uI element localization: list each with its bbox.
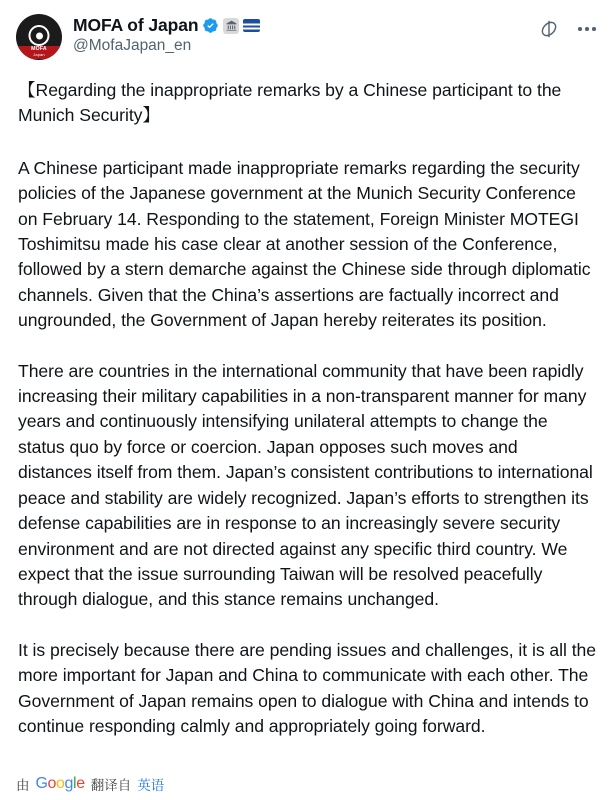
translate-by-label: 由 bbox=[16, 778, 30, 793]
japan-flag-icon bbox=[243, 19, 260, 32]
tweet-paragraph-1: A Chinese participant made inappropriate remarks regarding the security policies of the Japanese government at the Munich Security Conference on February 14. Responding to the statement, Foreign Minister MOTEGI Toshimitsu made his case clear at another session of the Conference, followed by a stern demarche against the Chinese side through diplomatic channels. Given that the China’s assertions are factually incorrect and ungrounded, the Government of Japan hereby reiterates its position. bbox=[18, 157, 591, 331]
avatar-nameplate-line1: MOFA bbox=[31, 46, 47, 52]
more-options-icon[interactable] bbox=[576, 18, 598, 40]
avatar-nameplate-line2: Japan bbox=[33, 52, 45, 57]
google-translate-attribution[interactable] bbox=[16, 772, 164, 794]
more-dots bbox=[578, 27, 596, 31]
google-letter-g: G bbox=[35, 775, 48, 792]
google-letter-o1: o bbox=[47, 775, 57, 792]
google-letter-e: e bbox=[76, 775, 85, 792]
flag-stripes bbox=[243, 19, 260, 32]
account-handle[interactable]: @MofaJapan_en bbox=[73, 37, 192, 54]
google-letter-o2: o bbox=[56, 775, 65, 792]
grok-icon[interactable] bbox=[538, 18, 560, 40]
header-actions bbox=[538, 14, 598, 40]
avatar-image bbox=[16, 14, 62, 60]
google-logo-text bbox=[36, 775, 85, 793]
translate-source-language[interactable]: 英语 bbox=[137, 778, 165, 793]
chrysanthemum-emblem-icon bbox=[29, 25, 50, 46]
account-display-name[interactable]: MOFA of Japan bbox=[73, 15, 199, 35]
avatar[interactable] bbox=[16, 14, 62, 60]
tweet-paragraph-3: It is precisely because there are pending issues and challenges, it is all the more important for Japan and China to communicate with each other. The Government of Japan remains open to dialogue with China and intends to continue responding calmly and appropriately going forward. bbox=[18, 639, 597, 736]
google-letter-l: l bbox=[73, 775, 77, 792]
tweet-text bbox=[16, 60, 598, 739]
avatar-nameplate bbox=[16, 46, 62, 59]
display-name-row bbox=[73, 15, 527, 36]
dot bbox=[578, 27, 582, 31]
tweet-paragraph-2: There are countries in the international community that have been rapidly increasing their military capabilities in a non-transparent manner for many years and continuously intensifying unilateral attempts to change the status quo by force or coercion. Japan opposes such moves and distances itself from them. Japan’s consistent contributions to international peace and stability are widely recognized. Japan’s efforts to strengthen its defense capabilities are in response to an increasingly severe security environment and are not directed against any specific third country. We expect that the issue surrounding Taiwan will be resolved peacefully through dialogue, and this stance remains unchanged. bbox=[18, 360, 593, 610]
tweet-header bbox=[16, 14, 598, 60]
government-account-icon bbox=[223, 18, 239, 34]
tweet-title: 【Regarding the inappropriate remarks by a Chinese participant to the Munich Security】 bbox=[18, 80, 562, 126]
dot bbox=[592, 27, 596, 31]
google-letter-g2: g bbox=[64, 775, 74, 792]
dot bbox=[585, 27, 589, 31]
translate-from-label: 翻译自 bbox=[90, 778, 132, 793]
verified-badge-icon bbox=[202, 17, 219, 34]
account-names bbox=[73, 14, 527, 55]
